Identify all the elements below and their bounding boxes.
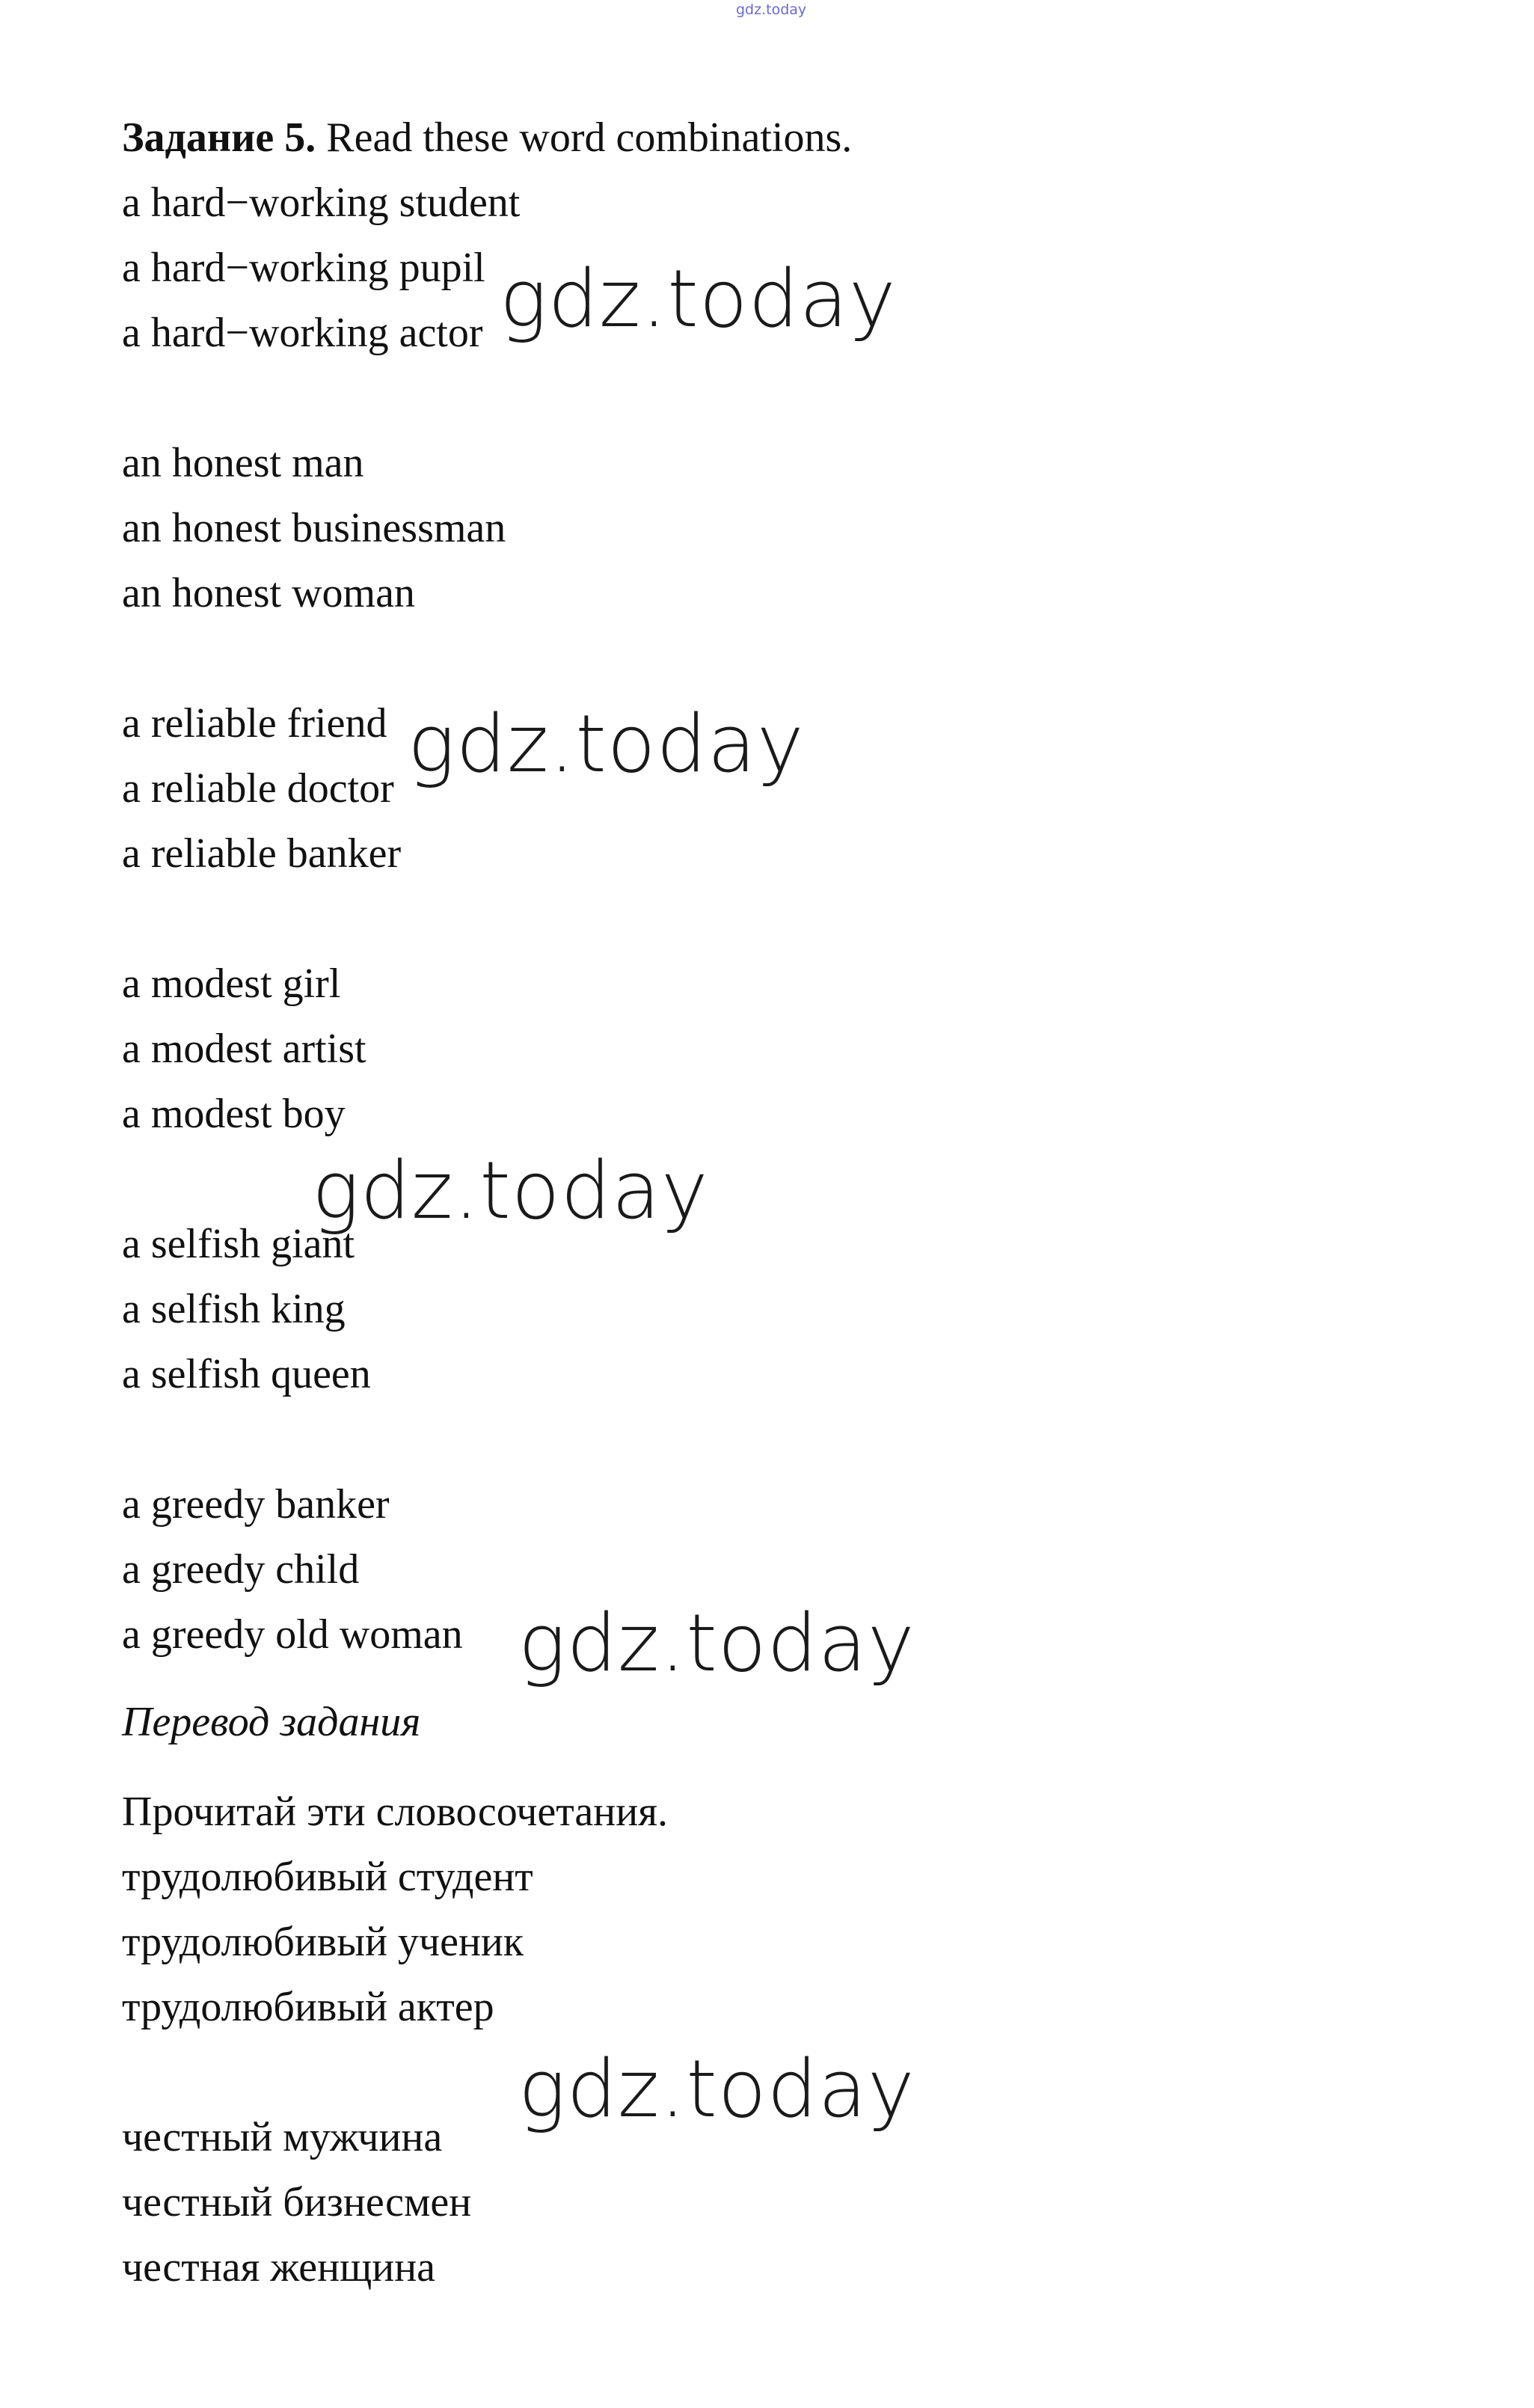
word-combination: a selfish king [122, 1286, 346, 1332]
word-combination: an honest man [122, 440, 364, 486]
translation-line: трудолюбивый актер [122, 1984, 494, 2030]
translation-line: честная женщина [122, 2244, 436, 2291]
word-combination: a hard−working pupil [122, 245, 485, 291]
translation-line: честный мужчина [122, 2114, 443, 2160]
word-combination: a selfish queen [122, 1351, 371, 1397]
watermark: gdz.today [500, 253, 897, 345]
word-combination: a modest boy [122, 1091, 346, 1137]
watermark: gdz.today [408, 698, 805, 790]
word-combination: a greedy banker [122, 1481, 390, 1528]
translation-instruction: Прочитай эти словосочетания. [122, 1789, 668, 1835]
translation-line: трудолюбивый студент [122, 1854, 533, 1900]
task-label: Задание 5. [122, 114, 316, 161]
header-watermark: gdz.today [736, 1, 807, 18]
watermark: gdz.today [518, 1597, 915, 1689]
word-combination: a hard−working actor [122, 310, 483, 356]
word-combination: a hard−working student [122, 180, 521, 226]
word-combination: a greedy child [122, 1546, 360, 1593]
watermark: gdz.today [518, 2043, 915, 2135]
word-combination: an honest woman [122, 570, 415, 616]
word-combination: a modest girl [122, 961, 341, 1007]
word-combination: an honest businessman [122, 505, 506, 551]
task-heading [122, 114, 852, 162]
word-combination: a selfish giant [122, 1221, 355, 1267]
translation-heading: Перевод задания [122, 1699, 421, 1745]
word-combination: a modest artist [122, 1026, 366, 1072]
translation-line: честный бизнесмен [122, 2179, 472, 2225]
translation-line: трудолюбивый ученик [122, 1919, 524, 1965]
word-combination: a reliable friend [122, 700, 387, 747]
word-combination: a reliable doctor [122, 765, 394, 812]
word-combination: a greedy old woman [122, 1611, 463, 1658]
task-instruction: Read these word combinations. [316, 114, 853, 161]
watermark: gdz.today [312, 1145, 709, 1237]
word-combination: a reliable banker [122, 830, 402, 877]
